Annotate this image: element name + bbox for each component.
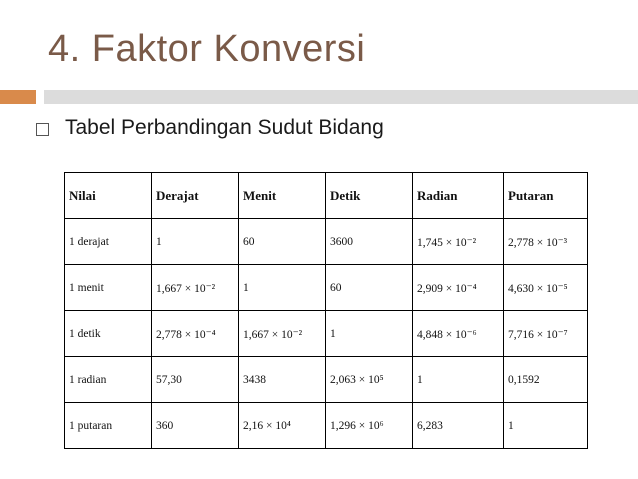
table-cell: 1 putaran: [65, 403, 152, 449]
table-cell: 4,630 × 10⁻⁵: [504, 265, 588, 311]
table-cell: 7,716 × 10⁻⁷: [504, 311, 588, 357]
table-row: [65, 219, 588, 265]
table-cell: 1,296 × 10⁶: [326, 403, 413, 449]
table-cell: 1 menit: [65, 265, 152, 311]
table-cell: 1 detik: [65, 311, 152, 357]
table-cell: 6,283: [413, 403, 504, 449]
table-cell: 57,30: [152, 357, 239, 403]
divider-bar: [44, 90, 638, 104]
table-row: [65, 357, 588, 403]
square-bullet-icon: [36, 123, 49, 136]
table-cell: 1: [239, 265, 326, 311]
table-cell: 1,667 × 10⁻²: [239, 311, 326, 357]
table-cell: 2,16 × 10⁴: [239, 403, 326, 449]
header-cell: Radian: [413, 173, 504, 219]
slide-title: 4. Faktor Konversi: [48, 28, 366, 70]
header-cell: Derajat: [152, 173, 239, 219]
header-cell: Menit: [239, 173, 326, 219]
table-cell: 1 radian: [65, 357, 152, 403]
header-cell: Putaran: [504, 173, 588, 219]
table-cell: 1,667 × 10⁻²: [152, 265, 239, 311]
conversion-table: [64, 172, 588, 449]
table-cell: 1: [413, 357, 504, 403]
table-cell: 1: [504, 403, 588, 449]
table-cell: 4,848 × 10⁻⁶: [413, 311, 504, 357]
table-cell: 60: [239, 219, 326, 265]
table-cell: 1: [326, 311, 413, 357]
bullet-text: Tabel Perbandingan Sudut Bidang: [65, 116, 384, 139]
table-cell: 0,1592: [504, 357, 588, 403]
table-cell: 2,909 × 10⁻⁴: [413, 265, 504, 311]
table-cell: 1,745 × 10⁻²: [413, 219, 504, 265]
table-cell: 2,778 × 10⁻⁴: [152, 311, 239, 357]
table-cell: 2,063 × 10⁵: [326, 357, 413, 403]
header-cell: Detik: [326, 173, 413, 219]
table-row: [65, 265, 588, 311]
table-cell: 3600: [326, 219, 413, 265]
table-cell: 60: [326, 265, 413, 311]
table-cell: 2,778 × 10⁻³: [504, 219, 588, 265]
table-cell: 1: [152, 219, 239, 265]
table-cell: 360: [152, 403, 239, 449]
table-cell: 1 derajat: [65, 219, 152, 265]
accent-bar: [0, 90, 36, 104]
table-cell: 3438: [239, 357, 326, 403]
table-row: [65, 403, 588, 449]
header-cell: Nilai: [65, 173, 152, 219]
bullet-item: [36, 116, 384, 140]
table-header-row: [65, 173, 588, 219]
table-row: [65, 311, 588, 357]
